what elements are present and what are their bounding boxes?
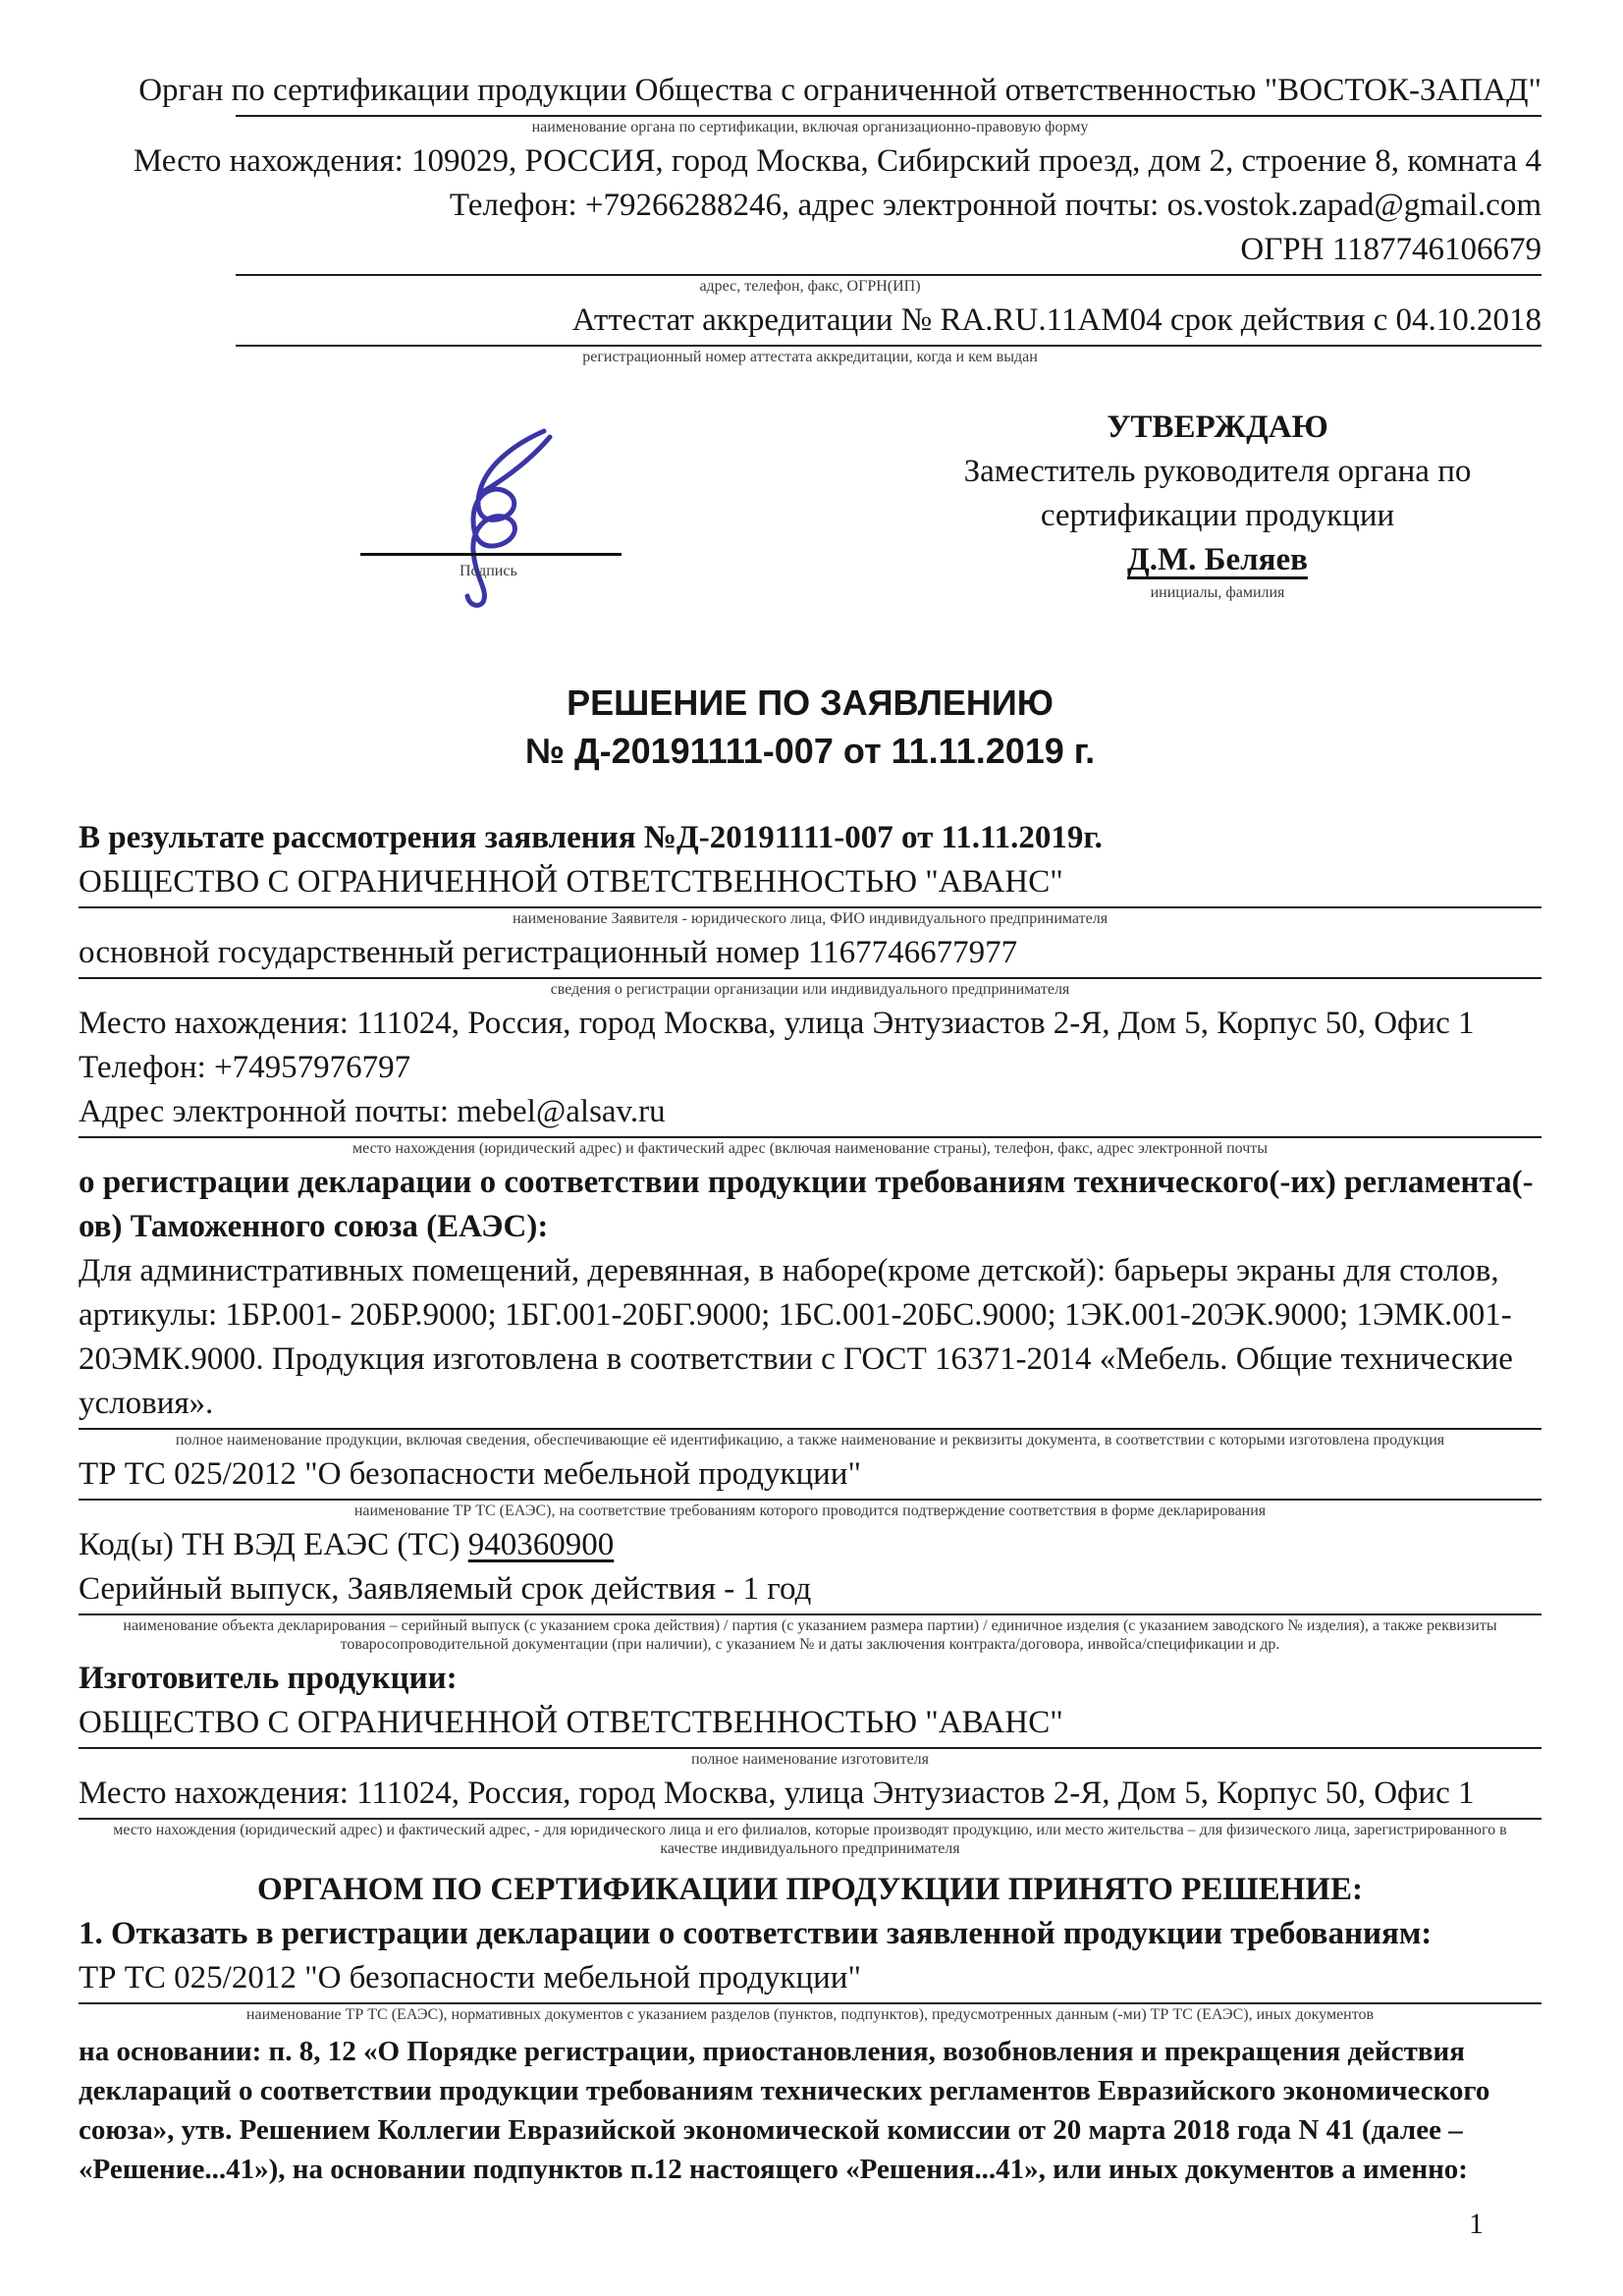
tnved-code: 940360900 xyxy=(467,1527,615,1562)
decision-tr-ts-caption: наименование ТР ТС (ЕАЭС), нормативных документов с указанием разделов (пунктов, подпунктов), предусмотренных данным (-ми) ТР ТС (ЕАЭС), иных документов xyxy=(245,2006,1375,2023)
org-name: Орган по сертификации продукции Общества с ограниченной ответственностью "ВОСТОК-ЗАПАД" xyxy=(138,73,1542,108)
divider-product xyxy=(79,1428,1542,1430)
divider-manufacturer xyxy=(79,1747,1542,1749)
approve-word: УТВЕРЖДАЮ xyxy=(1107,410,1328,445)
applicant-address: Место нахождения: 111024, Россия, город Москва, улица Энтузиастов 2-Я, Дом 5, Корпус 50, Офис 1 xyxy=(79,1006,1475,1041)
tnved-line xyxy=(79,1523,1542,1567)
manufacturer-caption: полное наименование изготовителя xyxy=(690,1751,930,1768)
document-title-line2: № Д-20191111-007 от 11.11.2019 г. xyxy=(524,731,1096,771)
divider-ogrn xyxy=(79,977,1542,979)
divider-applicant xyxy=(79,906,1542,908)
approver-name-caption: инициалы, фамилия xyxy=(1150,584,1285,601)
approver-name xyxy=(893,538,1542,582)
document-body xyxy=(79,816,1542,2189)
approver-title: Заместитель руководителя органа по сертификации продукции xyxy=(963,454,1472,533)
org-name-caption: наименование органа по сертификации, включая организационно-правовую форму xyxy=(531,119,1089,136)
approver-name-text: Д.М. Беляев xyxy=(1127,542,1308,577)
divider-serial xyxy=(79,1613,1542,1615)
applicant-caption: наименование Заявителя - юридического лица, ФИО индивидуального предпринимателя xyxy=(512,910,1109,927)
approval-block xyxy=(79,406,1542,614)
signature-caption: Подпись xyxy=(460,563,517,579)
manufacturer-address: Место нахождения: 111024, Россия, город Москва, улица Энтузиастов 2-Я, Дом 5, Корпус 50, Офис 1 xyxy=(79,1776,1475,1811)
divider-decision-tr-ts xyxy=(79,2002,1542,2004)
divider-org-contacts xyxy=(236,274,1542,276)
signature-mark xyxy=(434,423,562,610)
applicant-name: ОБЩЕСТВО С ОГРАНИЧЕННОЙ ОТВЕТСТВЕННОСТЬЮ "АВАНС" xyxy=(79,864,1063,900)
tnved-prefix: Код(ы) ТН ВЭД ЕАЭС (ТС) xyxy=(79,1527,468,1562)
tr-ts-caption: наименование ТР ТС (ЕАЭС), на соответствие требованиям которого проводится подтверждение соответствия в форме декларирования xyxy=(353,1503,1267,1519)
approval-text xyxy=(893,406,1542,614)
signature-area xyxy=(79,406,668,614)
document-title xyxy=(79,679,1542,775)
signature-line xyxy=(360,553,622,556)
product-caption: полное наименование продукции, включая сведения, обеспечивающие её идентификацию, а также наименование и реквизиты документа, в соответствии с которыми изготовлена продукция xyxy=(175,1432,1445,1449)
applicant-ogrn: основной государственный регистрационный номер 1167746677977 xyxy=(79,935,1018,970)
org-contacts-caption: адрес, телефон, факс, ОГРН(ИП) xyxy=(699,278,921,295)
applicant-email: Адрес электронной почты: mebel@alsav.ru xyxy=(79,1094,666,1129)
decision-tr-ts: ТР ТС 025/2012 "О безопасности мебельной продукции" xyxy=(79,1960,861,1995)
org-address: Место нахождения: 109029, РОССИЯ, город Москва, Сибирский проезд, дом 2, строение 8, комната 4 xyxy=(133,143,1542,179)
org-phone-email: Телефон: +79266288246, адрес электронной почты: os.vostok.zapad@gmail.com xyxy=(449,188,1542,223)
product-description: Для административных помещений, деревянная, в наборе(кроме детской): барьеры экраны для столов, артикулы: 1БР.001- 20БР.9000; 1БГ.001-20БГ.9000; 1БС.001-20БС.9000; 1ЭК.001-20ЭК.9000; 1ЭМК.001-20ЭМК.9000. Продукция изготовлена в соответствии с ГОСТ 16371-2014 «Мебель. Общие технические условия». xyxy=(79,1253,1513,1421)
manufacturer-heading: Изготовитель продукции: xyxy=(79,1661,458,1696)
document-title-line1: РЕШЕНИЕ ПО ЗАЯВЛЕНИЮ xyxy=(567,683,1054,723)
decision-item1: 1. Отказать в регистрации декларации о соответствии заявленной продукции требованиям: xyxy=(79,1916,1433,1951)
subject-heading: о регистрации декларации о соответствии продукции требованиям технического(-их) регламента(-ов) Таможенного союза (ЕАЭС): xyxy=(79,1165,1534,1244)
decision-basis: на основании: п. 8, 12 «О Порядке регистрации, приостановления, возобновления и прекращения действия деклараций о соответствии продукции требованиям технических регламентов Евразийского экономического союза», утв. Решением Коллегии Евразийской экономической комиссии от 20 марта 2018 года N 41 (далее – «Решение...41»), на основании подпунктов п.12 настоящего «Решения...41», или иных документов а именно: xyxy=(79,2036,1490,2185)
org-ogrn: ОГРН 1187746106679 xyxy=(1240,232,1542,267)
divider-applicant-contacts xyxy=(79,1136,1542,1138)
applicant-phone: Телефон: +74957976797 xyxy=(79,1050,411,1085)
accreditation-line: Аттестат аккредитации № RA.RU.11AM04 срок действия с 04.10.2018 xyxy=(571,302,1542,338)
manufacturer-name: ОБЩЕСТВО С ОГРАНИЧЕННОЙ ОТВЕТСТВЕННОСТЬЮ "АВАНС" xyxy=(79,1705,1063,1740)
tr-ts-line: ТР ТС 025/2012 "О безопасности мебельной продукции" xyxy=(79,1456,861,1492)
divider-accreditation xyxy=(236,345,1542,347)
divider-tr-ts xyxy=(79,1499,1542,1501)
serial-caption: наименование объекта декларирования – серийный выпуск (с указанием срока действия) / партия (с указанием размера партии) / единичное изделия (с указанием заводского № изделия), а также реквизиты товаросопроводительной документации (при наличии), с указанием № и даты заключения контракта/договора, инвойса/спецификации и др. xyxy=(123,1617,1497,1653)
ogrn-caption: сведения о регистрации организации или индивидуального предпринимателя xyxy=(550,981,1070,998)
manufacturer-address-caption: место нахождения (юридический адрес) и фактический адрес, - для юридического лица и его филиалов, которые производят продукцию, или место жительства – для физического лица, зарегистрированного в качестве индивидуального предпринимателя xyxy=(113,1822,1507,1857)
intro-line: В результате рассмотрения заявления №Д-20191111-007 от 11.11.2019г. xyxy=(79,820,1103,855)
divider-org-name xyxy=(236,115,1542,117)
applicant-contacts-caption: место нахождения (юридический адрес) и фактический адрес (включая наименование страны), телефон, факс, адрес электронной почты xyxy=(352,1140,1269,1157)
accreditation-caption: регистрационный номер аттестата аккредитации, когда и кем выдан xyxy=(582,349,1038,365)
cert-body-header xyxy=(79,69,1542,366)
page-number: 1 xyxy=(1469,2208,1484,2240)
decision-heading: ОРГАНОМ ПО СЕРТИФИКАЦИИ ПРОДУКЦИИ ПРИНЯТО РЕШЕНИЕ: xyxy=(257,1872,1363,1907)
serial-line: Серийный выпуск, Заявляемый срок действия - 1 год xyxy=(79,1571,812,1607)
divider-manufacturer-address xyxy=(79,1818,1542,1820)
